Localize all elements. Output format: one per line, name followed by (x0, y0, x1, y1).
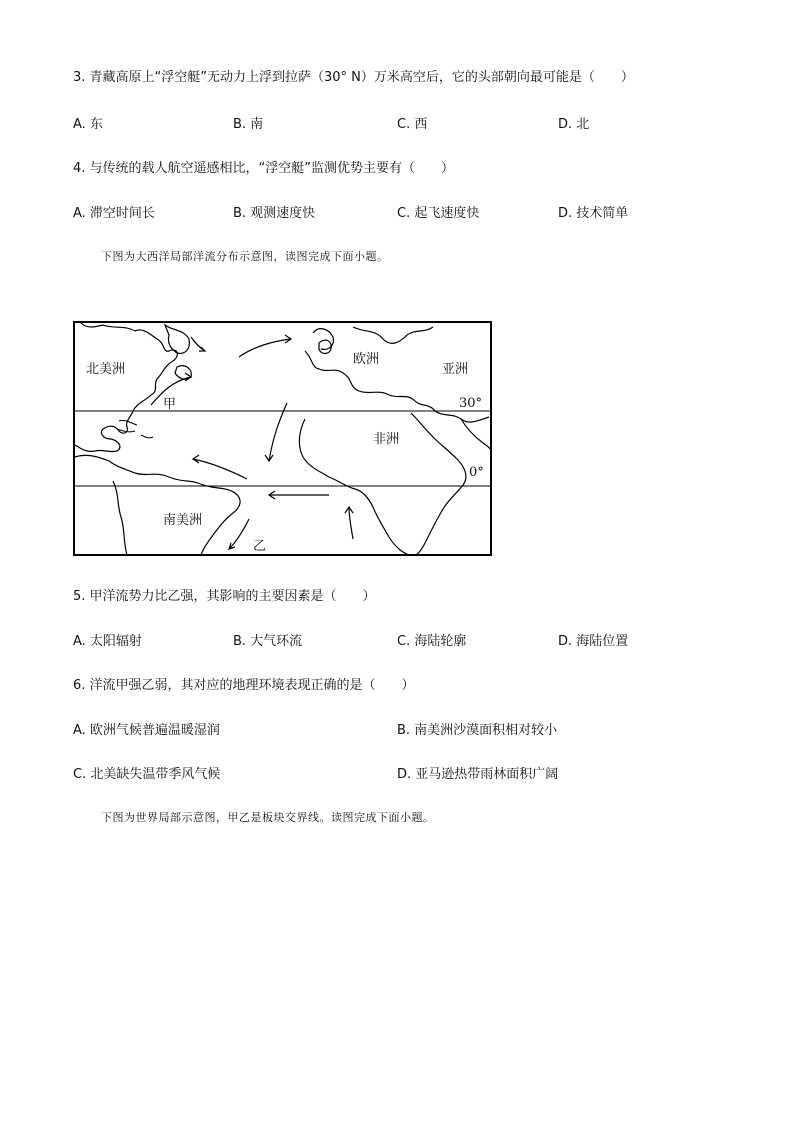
question-5-option-d[interactable]: D. 海陆位置 (558, 634, 629, 649)
label-south-america: 南美洲 (163, 513, 203, 528)
label-lat-30: 30° (459, 396, 483, 411)
label-yi: 乙 (253, 539, 267, 554)
question-5-stem: 5. 甲洋流势力比乙强，其影响的主要因素是（ ） (73, 589, 376, 604)
question-5-option-b[interactable]: B. 大气环流 (233, 634, 303, 649)
question-6-stem: 6. 洋流甲强乙弱，其对应的地理环境表现正确的是（ ） (73, 678, 415, 693)
question-4-option-c[interactable]: C. 起飞速度快 (397, 206, 480, 221)
label-lat-0: 0° (469, 465, 484, 480)
question-3-option-c[interactable]: C. 西 (397, 117, 428, 132)
label-north-america: 北美洲 (86, 362, 126, 377)
label-asia: 亚洲 (442, 362, 469, 377)
question-3-option-b[interactable]: B. 南 (233, 117, 264, 132)
map-frame (74, 322, 491, 555)
question-6-option-d[interactable]: D. 亚马逊热带雨林面积广阔 (397, 767, 559, 782)
question-6-option-a[interactable]: A. 欧洲气候普遍温暖湿润 (73, 723, 220, 738)
label-europe: 欧洲 (353, 352, 380, 367)
question-5-option-a[interactable]: A. 太阳辐射 (73, 634, 142, 649)
question-3-stem: 3. 青藏高原上“浮空艇”无动力上浮到拉萨（30° N）万米高空后，它的头部朝向最可能是（ ） (73, 70, 634, 85)
atlantic-current-map (73, 321, 493, 557)
question-3-option-d[interactable]: D. 北 (558, 117, 590, 132)
question-4-option-b[interactable]: B. 观测速度快 (233, 206, 316, 221)
label-africa: 非洲 (373, 432, 400, 447)
question-4-option-d[interactable]: D. 技术简单 (558, 206, 629, 221)
map-intro-text: 下图为大西洋局部洋流分布示意图，读图完成下面小题。 (101, 250, 389, 263)
question-4-option-a[interactable]: A. 滞空时间长 (73, 206, 155, 221)
question-6-option-c[interactable]: C. 北美缺失温带季风气候 (73, 767, 221, 782)
plate-intro-text: 下图为世界局部示意图，甲乙是板块交界线。读图完成下面小题。 (101, 811, 435, 824)
question-5-option-c[interactable]: C. 海陆轮廓 (397, 634, 467, 649)
question-3-option-a[interactable]: A. 东 (73, 117, 103, 132)
question-4-stem: 4. 与传统的载人航空遥感相比，“浮空艇”监测优势主要有（ ） (73, 161, 455, 176)
question-6-option-b[interactable]: B. 南美洲沙漠面积相对较小 (397, 723, 558, 738)
label-jia: 甲 (163, 397, 177, 412)
